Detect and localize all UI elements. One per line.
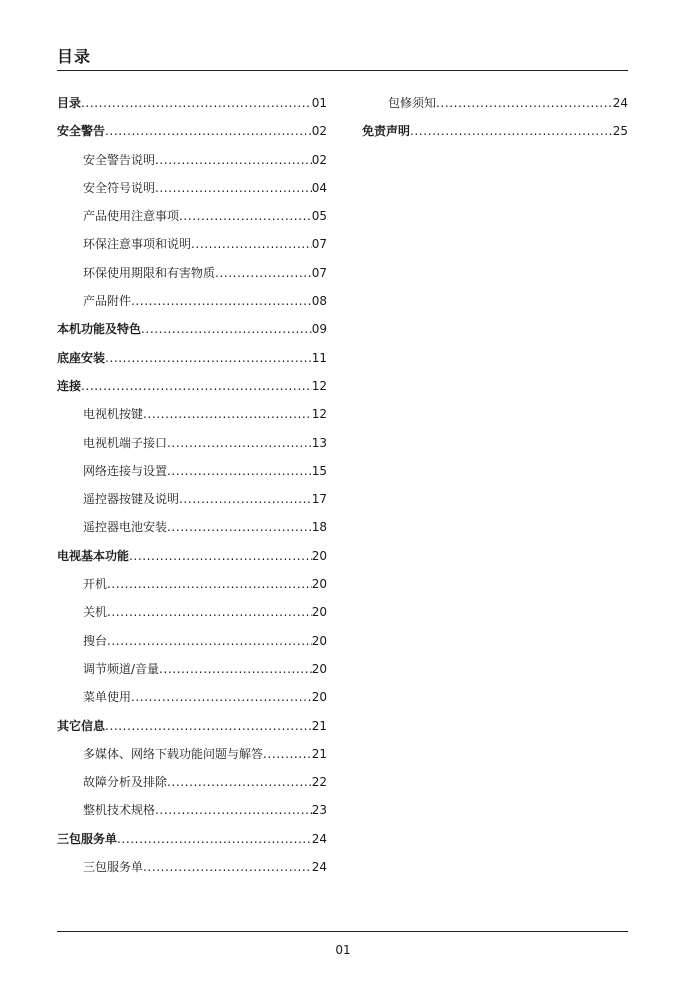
toc-dot-leader <box>105 122 312 140</box>
toc-entry[interactable] <box>57 518 327 546</box>
toc-entry-label: 其它信息 <box>57 718 106 733</box>
toc-entry-page: 05 <box>311 209 327 224</box>
toc-entry-label: 电视机端子接口 <box>83 435 168 450</box>
toc-entry[interactable] <box>57 660 327 688</box>
toc-entry-label: 安全符号说明 <box>83 180 156 195</box>
toc-entry[interactable] <box>57 320 327 348</box>
toc-entry-page: 24 <box>612 96 628 110</box>
toc-dot-leader <box>143 405 312 423</box>
toc-entry-page: 15 <box>311 463 327 478</box>
toc-entry[interactable] <box>57 434 327 462</box>
toc-entry[interactable] <box>57 151 327 179</box>
toc-dot-leader <box>81 94 312 112</box>
toc-right-column <box>362 94 628 151</box>
toc-entry-page: 20 <box>311 548 327 563</box>
toc-entry-page: 08 <box>311 294 327 309</box>
toc-entry-label: 故障分析及排除 <box>83 775 168 790</box>
toc-entry-page: 07 <box>311 265 327 280</box>
toc-entry-label: 连接 <box>57 378 82 393</box>
toc-entry-label: 环保注意事项和说明 <box>83 237 192 252</box>
toc-entry-label: 底座安装 <box>57 350 106 365</box>
toc-entry-label: 网络连接与设置 <box>83 463 168 478</box>
toc-entry-page: 20 <box>311 633 327 648</box>
toc-entry-page: 20 <box>311 690 327 705</box>
toc-entry-page: 20 <box>311 605 327 620</box>
toc-entry[interactable] <box>57 801 327 829</box>
toc-entry-label: 目录 <box>57 96 82 110</box>
toc-entry-page: 20 <box>311 661 327 676</box>
toc-left-column <box>57 94 327 886</box>
toc-entry[interactable] <box>57 603 327 631</box>
toc-entry[interactable] <box>57 490 327 518</box>
toc-entry[interactable] <box>57 632 327 660</box>
toc-entry[interactable] <box>57 292 327 320</box>
toc-dot-leader <box>81 377 312 395</box>
toc-dot-leader <box>191 235 312 253</box>
toc-entry[interactable] <box>57 405 327 433</box>
toc-entry-page: 02 <box>311 124 327 139</box>
toc-entry-label: 多媒体、网络下载功能问题与解答 <box>83 746 264 761</box>
toc-entry[interactable] <box>57 858 327 886</box>
toc-dot-leader <box>155 801 312 819</box>
toc-entry-label: 搜台 <box>83 633 108 648</box>
toc-dot-leader <box>107 632 312 650</box>
toc-entry-page: 09 <box>311 322 327 337</box>
toc-entry-label: 三包服务单 <box>83 860 144 875</box>
toc-entry-label: 产品使用注意事项 <box>83 209 180 224</box>
toc-dot-leader <box>167 518 312 536</box>
toc-entry[interactable] <box>362 94 628 122</box>
toc-entry[interactable] <box>57 830 327 858</box>
toc-entry-label: 安全警告说明 <box>83 152 156 167</box>
toc-entry-label: 开机 <box>83 577 108 592</box>
toc-entry[interactable] <box>57 688 327 716</box>
toc-entry[interactable] <box>57 773 327 801</box>
toc-entry-label: 遥控器电池安装 <box>83 520 168 535</box>
toc-dot-leader <box>105 349 312 367</box>
toc-entry-label: 整机技术规格 <box>83 803 156 818</box>
toc-entry-page: 20 <box>311 577 327 592</box>
toc-entry[interactable] <box>57 349 327 377</box>
toc-entry-label: 调节频道/音量 <box>83 661 160 676</box>
toc-entry[interactable] <box>57 122 327 150</box>
toc-dot-leader <box>105 717 312 735</box>
toc-entry-page: 11 <box>311 350 327 365</box>
toc-entry-label: 关机 <box>83 605 108 620</box>
toc-dot-leader <box>107 575 312 593</box>
toc-entry[interactable] <box>57 207 327 235</box>
toc-dot-leader <box>131 292 312 310</box>
toc-entry-page: 12 <box>311 378 327 393</box>
toc-entry-page: 04 <box>311 180 327 195</box>
toc-entry-page: 22 <box>311 775 327 790</box>
toc-dot-leader <box>167 773 312 791</box>
toc-entry[interactable] <box>57 235 327 263</box>
toc-dot-leader <box>131 688 312 706</box>
toc-dot-leader <box>141 320 312 338</box>
toc-dot-leader <box>179 490 312 508</box>
toc-entry-label: 安全警告 <box>57 124 106 139</box>
toc-entry-label: 环保使用期限和有害物质 <box>83 265 216 280</box>
footer-page-number: 01 <box>335 943 351 957</box>
toc-dot-leader <box>117 830 312 848</box>
toc-dot-leader <box>159 660 312 678</box>
toc-entry[interactable] <box>57 462 327 490</box>
toc-entry[interactable] <box>57 179 327 207</box>
toc-entry-label: 菜单使用 <box>83 690 132 705</box>
toc-dot-leader <box>410 122 613 140</box>
toc-entry-page: 13 <box>311 435 327 450</box>
toc-dot-leader <box>263 745 312 763</box>
toc-entry[interactable] <box>57 547 327 575</box>
toc-entry[interactable] <box>362 122 628 150</box>
toc-entry[interactable] <box>57 377 327 405</box>
page-title: 目录 <box>57 47 92 66</box>
toc-dot-leader <box>179 207 312 225</box>
toc-entry-label: 免责声明 <box>362 124 411 139</box>
toc-dot-leader <box>143 858 312 876</box>
toc-dot-leader <box>155 179 312 197</box>
footer-divider <box>57 931 628 932</box>
toc-entry-label: 电视基本功能 <box>57 548 130 563</box>
toc-dot-leader <box>167 434 312 452</box>
toc-entry-page: 07 <box>311 237 327 252</box>
toc-entry-label: 包修须知 <box>388 96 437 110</box>
toc-entry-page: 17 <box>311 492 327 507</box>
toc-dot-leader <box>167 462 312 480</box>
toc-entry-page: 21 <box>311 746 327 761</box>
toc-entry[interactable] <box>57 264 327 292</box>
toc-entry-label: 遥控器按键及说明 <box>83 492 180 507</box>
toc-entry-page: 02 <box>311 152 327 167</box>
title-divider <box>57 70 628 71</box>
toc-entry-page: 23 <box>311 803 327 818</box>
toc-dot-leader <box>107 603 312 621</box>
toc-entry-page: 18 <box>311 520 327 535</box>
toc-entry[interactable] <box>57 575 327 603</box>
toc-entry[interactable] <box>57 717 327 745</box>
toc-dot-leader <box>155 151 312 169</box>
toc-entry-page: 01 <box>311 96 327 110</box>
toc-entry[interactable] <box>57 745 327 773</box>
toc-entry[interactable] <box>57 94 327 122</box>
toc-entry-label: 三包服务单 <box>57 831 118 846</box>
toc-entry-page: 12 <box>311 407 327 422</box>
toc-entry-label: 电视机按键 <box>83 407 144 422</box>
toc-entry-page: 24 <box>311 831 327 846</box>
toc-entry-label: 产品附件 <box>83 294 132 309</box>
toc-entry-page: 25 <box>612 124 628 139</box>
toc-dot-leader <box>215 264 312 282</box>
toc-entry-label: 本机功能及特色 <box>57 322 142 337</box>
toc-entry-page: 21 <box>311 718 327 733</box>
toc-dot-leader <box>436 94 613 112</box>
toc-entry-page: 24 <box>311 860 327 875</box>
toc-dot-leader <box>129 547 312 565</box>
